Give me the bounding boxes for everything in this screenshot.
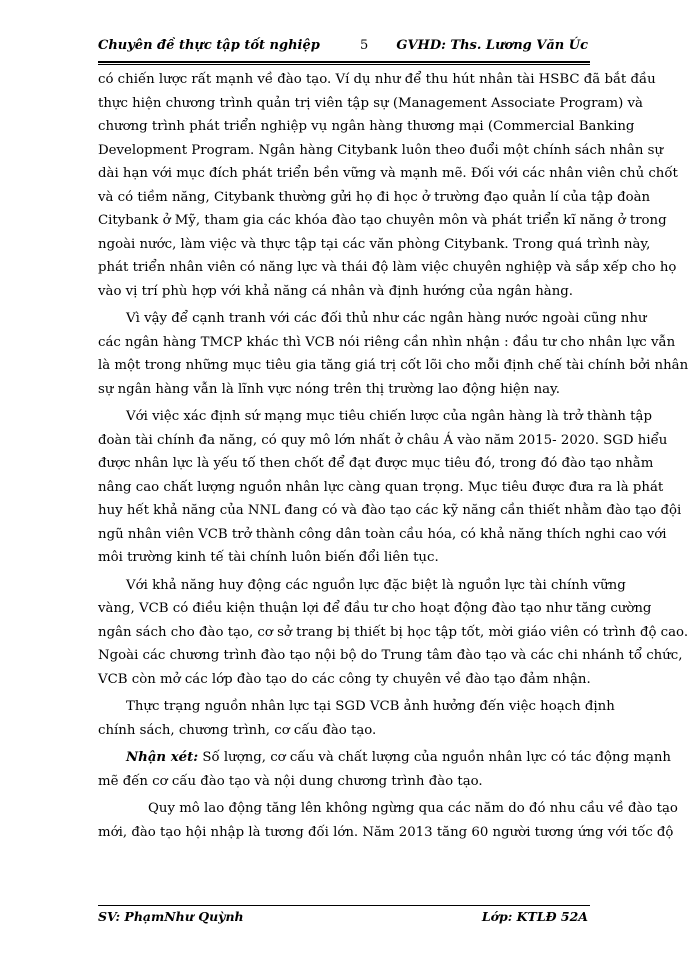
footer-rule: [98, 905, 590, 906]
text-line: Development Program. Ngân hàng Citybank luôn theo đuổi một chính sách nhân sự: [98, 142, 664, 158]
page-number: 5: [360, 38, 369, 53]
header-supervisor: GVHD: Ths. Lương Văn Úc: [396, 38, 588, 53]
text-line: thực hiện chương trình quản trị viên tập sự (Management Associate Program) và: [98, 95, 643, 111]
remark-text: Số lượng, cơ cấu và chất lượng của nguồn nhân lực có tác động mạnh: [198, 750, 671, 765]
page-footer: [98, 909, 588, 927]
text-line: ngũ nhân viên VCB trở thành công dân toàn cầu hóa, có khả năng thích nghi cao với: [98, 526, 667, 542]
text-line: và có tiềm năng, Citybank thường gửi họ đi học ở trường đạo quản lí của tập đoàn: [98, 189, 651, 205]
remark-label: Nhận xét:: [126, 750, 199, 765]
text-line: mới, đào tạo hội nhập là tương đối lớn. Năm 2013 tăng 60 người tương ứng với tốc độ: [98, 824, 674, 840]
page-header: [98, 38, 588, 58]
text-line: VCB còn mở các lớp đào tạo do các công ty chuyên về đào tạo đảm nhận.: [98, 671, 591, 687]
text-line: sự ngân hàng vẫn là lĩnh vực nóng trên thị trường lao động hiện nay.: [98, 381, 561, 397]
text-line: Ngoài các chương trình đào tạo nội bộ do Trung tâm đào tạo và các chi nhánh tổ chức,: [98, 648, 683, 663]
footer-student: SV: PhạmNhư Quỳnh: [98, 909, 244, 924]
paragraph: [98, 695, 615, 742]
text-line: Với khả năng huy động các nguồn lực đặc biệt là nguồn lực tài chính vững: [126, 577, 626, 593]
text-line: mẽ đến cơ cấu đào tạo và nội dung chương trình đào tạo.: [98, 773, 483, 789]
document-body: [98, 68, 689, 844]
header-rule-thin: [98, 64, 590, 65]
header-rule-thick: [98, 61, 590, 63]
text-line: vào vị trí phù hợp với khả năng cá nhân và định hướng của ngân hàng.: [98, 283, 574, 299]
paragraph: [98, 746, 671, 793]
text-line: môi trường kinh tế tài chính luôn biến đổi liên tục.: [98, 550, 439, 565]
text-line: chính sách, chương trình, cơ cấu đào tạo.: [98, 722, 377, 738]
text-line: huy hết khả năng của NNL đang có và đào tạo các kỹ năng cần thiết nhằm đào tạo đội: [98, 503, 682, 518]
text-line: phát triển nhân viên có năng lực và thái độ làm việc chuyên nghiệp và sắp xếp cho họ: [98, 260, 677, 275]
text-line: là một trong những mục tiêu gia tăng giá trị cốt lõi cho mỗi định chế tài chính bởi nhân: [98, 358, 689, 373]
paragraph: [98, 797, 678, 844]
paragraph: [98, 68, 678, 303]
text-line: có chiến lược rất mạnh về đào tạo. Ví dụ như để thu hút nhân tài HSBC đã bắt đầu: [98, 72, 656, 87]
text-line: các ngân hàng TMCP khác thì VCB nói riêng cần nhìn nhận : đầu tư cho nhân lực vẫn: [98, 334, 676, 350]
text-line: được nhân lực là yếu tố then chốt để đạt được mục tiêu đó, trong đó đào tạo nhằm: [98, 456, 654, 471]
text-line: Vì vậy để cạnh tranh với các đối thủ như các ngân hàng nước ngoài cũng như: [126, 311, 647, 326]
text-line: Thực trạng nguồn nhân lực tại SGD VCB ảnh hưởng đến việc hoạch định: [126, 699, 615, 714]
text-line: chương trình phát triển nghiệp vụ ngân hàng thương mại (Commercial Banking: [98, 119, 635, 134]
text-line: nâng cao chất lượng nguồn nhân lực càng quan trọng. Mục tiêu được đưa ra là phát: [98, 479, 664, 495]
text-line: vàng, VCB có điều kiện thuận lợi để đầu tư cho hoạt động đào tạo như tăng cường: [98, 601, 652, 616]
text-line: dài hạn với mục đích phát triển bền vững và mạnh mẽ. Đối với các nhân viên chủ chốt: [98, 166, 678, 181]
header-title: Chuyên đề thực tập tốt nghiệp: [98, 38, 320, 53]
text-line: Quy mô lao động tăng lên không ngừng qua các năm do đó nhu cầu về đào tạo: [148, 801, 678, 816]
paragraph: [98, 405, 682, 570]
text-line: [98, 746, 671, 770]
paragraph: [98, 307, 689, 401]
paragraph: [98, 574, 689, 692]
text-line: ngân sách cho đào tạo, cơ sở trang bị thiết bị học tập tốt, mời giáo viên có trình độ cao.: [98, 624, 689, 640]
text-line: Với việc xác định sứ mạng mục tiêu chiến lược của ngân hàng là trở thành tập: [126, 409, 652, 424]
text-line: ngoài nước, làm việc và thực tập tại các văn phòng Citybank. Trong quá trình này,: [98, 236, 651, 252]
text-line: Citybank ở Mỹ, tham gia các khóa đào tạo chuyên môn và phát triển kĩ năng ở trong: [98, 213, 667, 228]
footer-class: Lớp: KTLĐ 52A: [481, 909, 588, 924]
text-line: đoàn tài chính đa năng, có quy mô lớn nhất ở châu Á vào năm 2015- 2020. SGD hiểu: [98, 432, 668, 448]
